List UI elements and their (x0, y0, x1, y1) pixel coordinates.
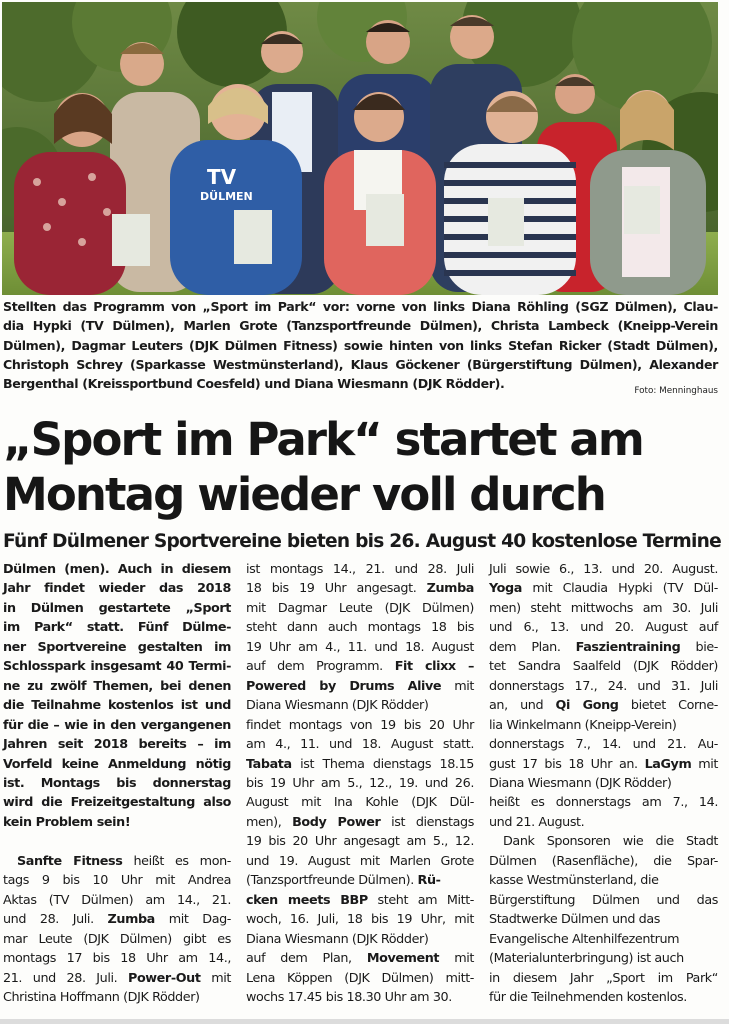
article-text-line: donnerstags 17., 24. und 31. Juli (489, 678, 718, 694)
article-text-line: auf dem Plan, Movement mit (246, 951, 474, 967)
article-text-line: Diana Wiesmann (DJK Rödder) (489, 775, 672, 791)
shirt-print-tv: TV (207, 165, 237, 189)
article-text-line: Diana Wiesmann (DJK Rödder) (246, 931, 429, 947)
article-text-line: Schlosspark insgesamt 40 Termi- (3, 659, 231, 675)
article-text-line: 18 bis 19 Uhr angesagt. Zumba (246, 581, 474, 597)
shirt-print-dulmen: DÜLMEN (200, 190, 253, 203)
article-text-line: ist montags 14., 21. und 28. Juli (246, 562, 474, 577)
article-text-line: Powered by Drums Alive mit (246, 678, 474, 694)
article-text-line: montags 17 bis 18 Uhr am 14., (3, 951, 231, 967)
article-text-line: heißt es donnerstags am 7., 14. (489, 795, 718, 811)
article-column-1 (3, 560, 231, 1007)
caption-line: Bergenthal (Kreissportbund Coesfeld) und Diana Wiesmann (DJK Rödder). (3, 376, 505, 392)
article-text-line: im Park“ statt. Fünf Dülme- (3, 620, 231, 636)
article-text-line: 19 bis 20 Uhr angesagt am 5., 12. (246, 834, 474, 850)
article-text-line: Vorfeld keine Anmeldung nötig (3, 756, 231, 772)
headline-line-1: „Sport im Park“ startet am (3, 413, 643, 466)
article-column-3 (489, 560, 718, 1007)
article-text-line: am 4., 11. und 18. August statt. (246, 737, 474, 753)
article-text-line: 21. und 28. Juli. Power-Out mit (3, 970, 231, 986)
article-text-line: ne zu zwölf Themen, bei denen (3, 678, 231, 694)
article-text-line: auf dem Programm. Fit clixx – (246, 659, 474, 675)
article-text-line: men), Body Power ist dienstags (246, 814, 474, 830)
article-text-line: ist. Montags bis donnerstag (3, 775, 231, 791)
article-text-line: Tabata ist Thema dienstags 18.15 (246, 756, 474, 772)
article-text-line: die Teilnahme kostenlos ist und (3, 698, 231, 714)
article-text-line: in diesem Jahr „Sport im Park“ (489, 970, 718, 986)
article-text-line: men) steht mittwochs am 30. Juli (489, 600, 718, 616)
article-text-line: mit Dagmar Leute (DJK Dülmen) (246, 600, 474, 616)
article-text-line: und 28. Juli. Zumba mit Dag- (3, 912, 231, 928)
article-text-line: Yoga mit Claudia Hypki (TV Dül- (489, 581, 718, 597)
article-text-line: cken meets BBP steht am Mitt- (246, 892, 474, 908)
article-text-line: wird die Freizeitgestaltung also (3, 795, 231, 811)
caption-line: Stellten das Programm von „Sport im Park“ vor: vorne von links Diana Röhling (SGZ Dülmen), Clau- (3, 299, 718, 314)
article-text-line: ner Sportvereine gestalten im (3, 639, 231, 655)
article-text-line: Sanfte Fitness heißt es mon- (17, 853, 231, 869)
article-text-line: für die Teilnehmenden kostenlos. (489, 989, 687, 1005)
article-text-line: 19 Uhr am 4., 11. und 18. August (246, 639, 474, 655)
article-text-line: (Tanzsportfreunde Dülmen). Rü- (246, 873, 441, 889)
article-text-line: tet Sandra Saalfeld (DJK Rödder) (489, 659, 718, 675)
photo-caption (3, 297, 718, 393)
article-text-line: und 21. August. (489, 814, 585, 830)
article-text-line: Evangelische Altenhilfezentrum (489, 931, 680, 947)
article-text-line: kein Problem sein! (3, 814, 131, 830)
article-text-line: Diana Wiesmann (DJK Rödder) (246, 698, 429, 714)
article-text-line: August mit Ina Kohle (DJK Dül- (246, 795, 474, 811)
article-text-line: Aktas (TV Dülmen) am 14., 21. (3, 892, 231, 908)
article-text-line: gust 17 bis 18 Uhr an. LaGym mit (489, 756, 718, 772)
article-text-line: woch, 16. Juli, 18 bis 19 Uhr, mit (246, 912, 474, 928)
article-text-line: Dülmen (Rasenfläche), die Spar- (489, 853, 718, 869)
article-text-line: tags 9 bis 10 Uhr mit Andrea (3, 873, 231, 889)
group-photo (2, 2, 718, 295)
article-text-line: Stadtwerke Dülmen und das (489, 912, 661, 928)
article-text-line: steht dann auch montags 18 bis (246, 620, 474, 636)
article-text-line: mar Leute (DJK Dülmen) gibt es (3, 931, 231, 947)
article-column-2 (246, 560, 474, 1007)
subheadline: Fünf Dülmener Sportvereine bieten bis 26. August 40 kostenlose Termine (3, 531, 721, 552)
article-text-line: donnerstags 7., 14. und 21. Au- (489, 737, 718, 753)
article-text-line: dem Plan. Faszientraining bie- (489, 639, 718, 655)
article-text-line: und 19. August mit Marlen Grote (246, 853, 474, 869)
article-text-line: Lena Köppen (DJK Dülmen) mitt- (246, 970, 474, 986)
article-text-line: Christina Hoffmann (DJK Rödder) (3, 989, 200, 1005)
article-text-line: Jahr findet wieder das 2018 (3, 581, 231, 597)
caption-line: dia Hypki (TV Dülmen), Marlen Grote (Tanzsportfreunde Dülmen), Christa Lambeck (Kneipp-Verein (3, 318, 718, 334)
article-text-line: kasse Westmünsterland, die (489, 873, 659, 889)
article-text-line: Jahren seit 2018 bereits – im (3, 737, 231, 753)
paragraph-gap (3, 832, 231, 851)
headline-line-2: Montag wieder voll durch (3, 468, 605, 521)
article-text-line: bis 19 Uhr am 5., 12., 19. und 26. (246, 775, 474, 791)
article-text-line: und 6., 13. und 20. August auf (489, 620, 718, 636)
article-text-line: für die – wie in den vergangenen (3, 717, 231, 733)
page-bottom-edge (0, 1019, 729, 1024)
caption-line: Dülmen), Dagmar Leuters (DJK Dülmen Fitness) sowie hinten von links Stefan Ricker (Stadt Dülmen), (3, 337, 718, 353)
article-text-line: Bürgerstiftung Dülmen und das (489, 892, 718, 908)
photo-credit: Foto: Menninghaus (634, 386, 718, 396)
article-text-line: Juli sowie 6., 13. und 20. August. (489, 562, 718, 577)
article-text-line: (Materialunterbringung) ist auch (489, 951, 684, 967)
article-text-line: lia Winkelmann (Kneipp-Verein) (489, 717, 677, 733)
article-text-line: in Dülmen gestartete „Sport (3, 600, 231, 616)
caption-line: Christoph Schrey (Sparkasse Westmünsterland), Klaus Göckener (Bürgerstiftung Dülmen), Alexander (3, 356, 718, 372)
article-text-line: wochs 17.45 bis 18.30 Uhr am 30. (246, 989, 452, 1005)
headline (3, 412, 723, 522)
article-text-line: an, und Qi Gong bietet Corne- (489, 698, 719, 714)
article-text-line: findet montags von 19 bis 20 Uhr (246, 717, 474, 733)
article-text-line: Dank Sponsoren wie die Stadt (503, 834, 718, 850)
article-text-line: Dülmen (men). Auch in diesem (3, 562, 231, 577)
